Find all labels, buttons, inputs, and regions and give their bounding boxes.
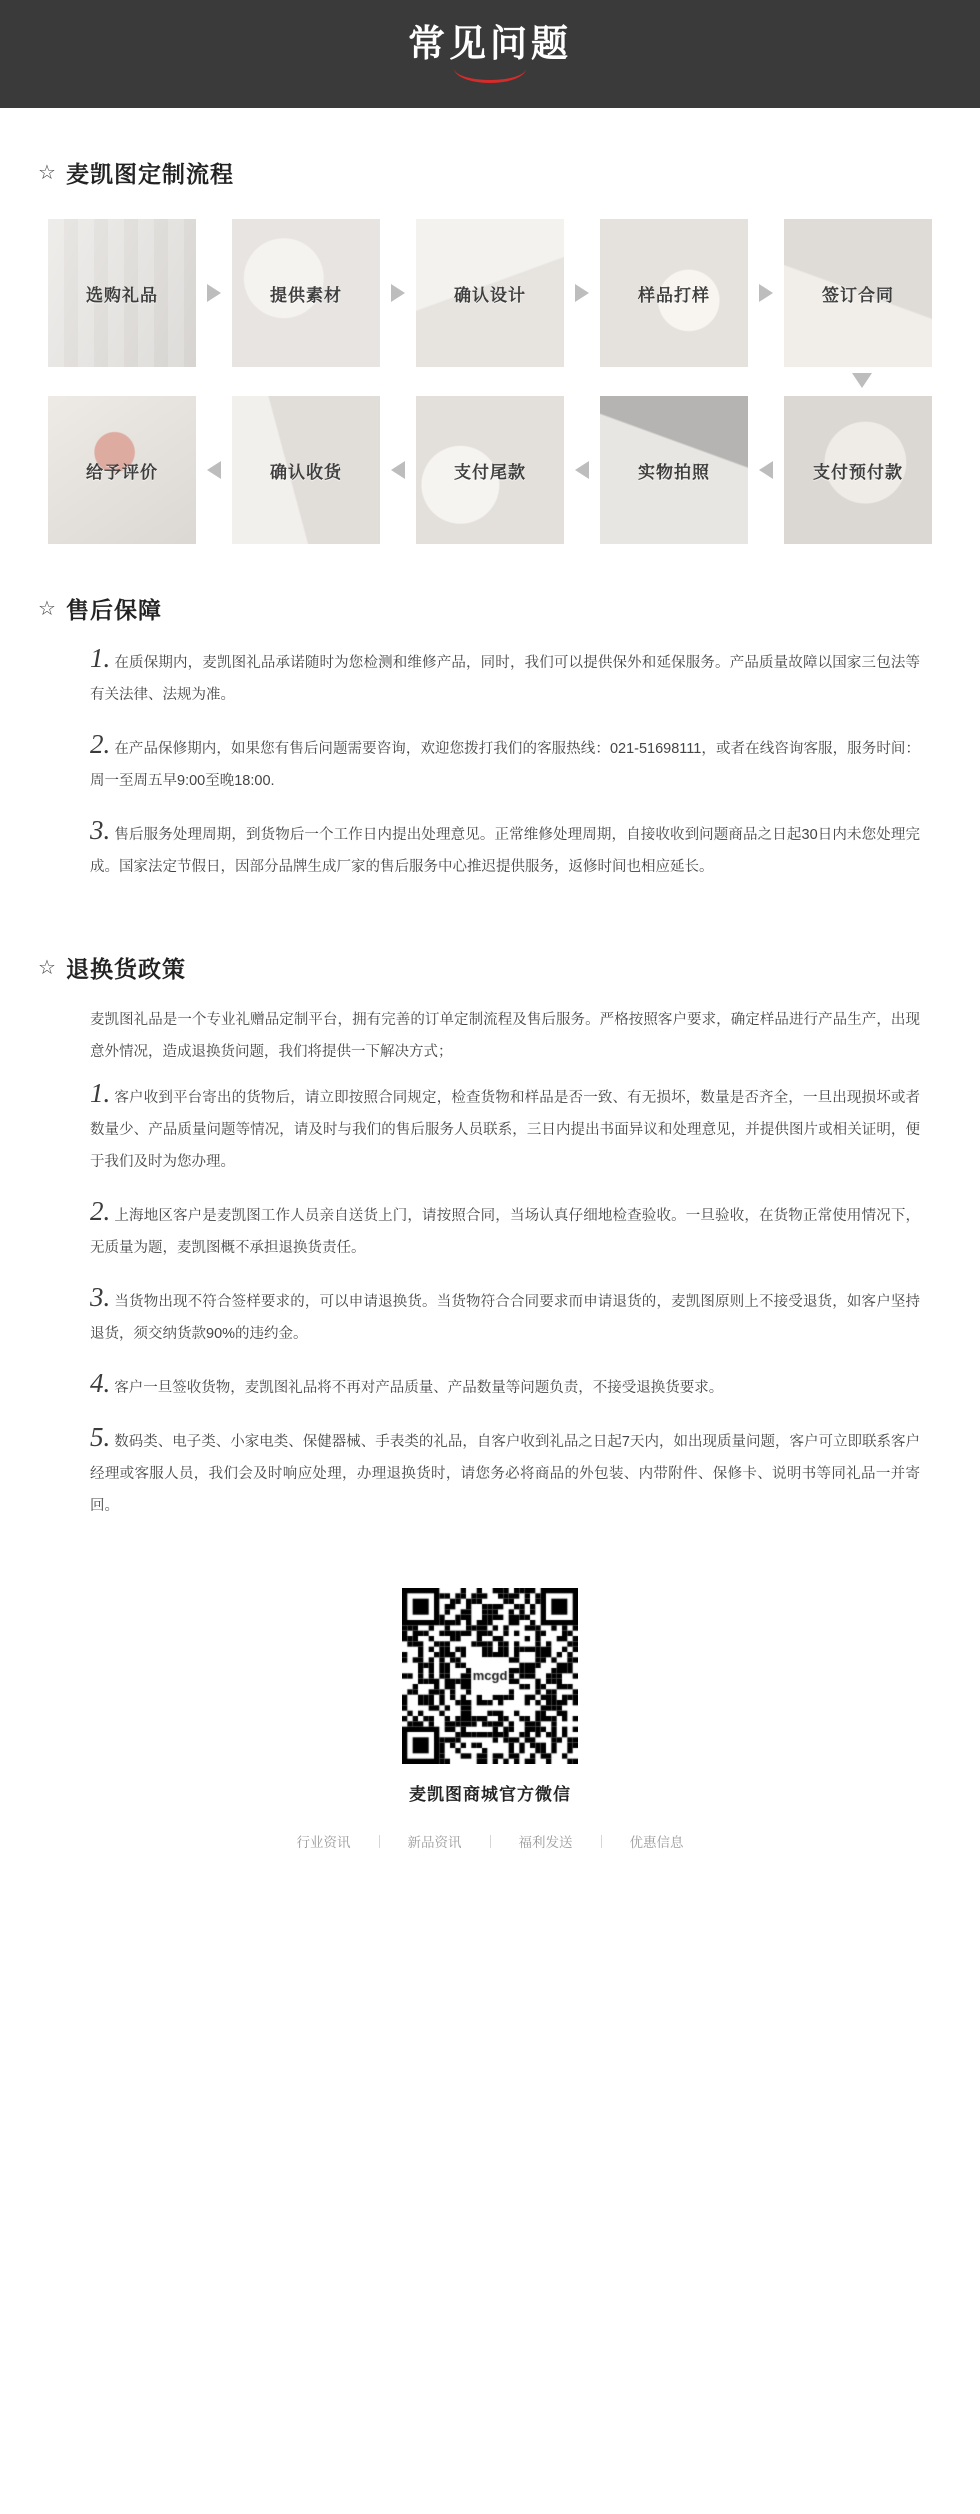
warranty-item: [90, 731, 920, 797]
arrow-left-icon: [196, 461, 232, 479]
returns-list: [38, 984, 942, 1522]
flow-step-label: 实物拍照: [638, 462, 710, 482]
flow-step-leave-review: [48, 396, 196, 544]
flow-row-2: [48, 396, 932, 544]
section-title-returns: 退换货政策: [65, 956, 186, 982]
arrow-left-icon: [380, 461, 416, 479]
returns-item-text: 当货物出现不符合签样要求的，可以申请退换货。当货物符合合同要求而申请退货的，麦凯图原则上不接受退货，如客户坚持退货，须交纳货款90%的违约金。: [90, 1294, 920, 1342]
returns-item-text: 客户一旦签收货物，麦凯图礼品将不再对产品质量、产品数量等问题负责，不接受退换货要求。: [114, 1380, 724, 1396]
returns-item-number: 5.: [90, 1422, 111, 1452]
warranty-item: [90, 645, 920, 711]
star-icon: ☆: [38, 597, 56, 620]
page-header-inner: [408, 22, 572, 84]
page-content: [0, 108, 980, 1891]
flow-step-label: 确认设计: [454, 285, 526, 305]
warranty-item-number: 1.: [90, 643, 111, 673]
arrow-right-icon: [564, 284, 600, 302]
flow-connector-down: [48, 367, 932, 394]
flow-step-select-gift: [48, 219, 196, 367]
wechat-qr-block: [38, 1542, 942, 1805]
footer-link-promotions[interactable]: 优惠信息: [629, 1835, 684, 1850]
footer-link-benefits[interactable]: 福利发送: [518, 1835, 573, 1850]
flow-step-label: 确认收货: [270, 462, 342, 482]
returns-item: [90, 1198, 920, 1264]
arrow-left-icon: [748, 461, 784, 479]
flow-step-sign-contract: [784, 219, 932, 367]
warranty-item-text: 售后服务处理周期，到货物后一个工作日内提出处理意见。正常维修处理周期，自接收收到问题商品之日起30日内未您处理完成。国家法定节假日，因部分品牌生成厂家的售后服务中心推迟提供服务，返修时间也相应延长。: [90, 827, 920, 875]
warranty-item-number: 3.: [90, 815, 111, 845]
arrow-left-icon: [564, 461, 600, 479]
flow-step-provide-material: [232, 219, 380, 367]
section-heading-returns: [38, 903, 942, 984]
returns-item: [90, 1080, 920, 1178]
star-icon: ☆: [38, 161, 56, 184]
flow-step-label: 支付尾款: [454, 462, 526, 482]
section-title-flow: 麦凯图定制流程: [65, 161, 234, 187]
arrow-down-icon: [852, 373, 872, 388]
section-heading-warranty: [38, 544, 942, 625]
warranty-item-text: 在质保期内，麦凯图礼品承诺随时为您检测和维修产品，同时，我们可以提供保外和延保服务。产品质量故障以国家三包法等有关法律、法规为准。: [90, 655, 920, 703]
returns-item: [90, 1424, 920, 1522]
returns-item-text: 客户收到平台寄出的货物后，请立即按照合同规定，检查货物和样品是否一致、有无损坏，数量是否齐全，一旦出现损坏或者数量少、产品质量问题等情况，请及时与我们的售后服务人员联系，三日内提出书面异议和处理意见，并提供图片或相关证明，便于我们及时为您办理。: [90, 1090, 920, 1170]
returns-item: [90, 1284, 920, 1350]
warranty-item: [90, 817, 920, 883]
warranty-list: [38, 625, 942, 883]
returns-item-text: 数码类、电子类、小家电类、保健器械、手表类的礼品，自客户收到礼品之日起7天内，如出现质量问题，客户可立即联系客户经理或客服人员，我们会及时响应处理，办理退换货时，请您务必将商品的外包装、内带附件、保修卡、说明书等同礼品一并寄回。: [90, 1434, 920, 1514]
flow-step-product-photo: [600, 396, 748, 544]
arrow-right-icon: [380, 284, 416, 302]
arrow-right-icon: [196, 284, 232, 302]
flow-step-confirm-receipt: [232, 396, 380, 544]
flow-row-1: [48, 219, 932, 367]
page-header: [0, 0, 980, 108]
red-swoosh-decoration: [454, 68, 526, 84]
returns-item-number: 4.: [90, 1368, 111, 1398]
returns-item: [90, 1370, 920, 1404]
section-heading-flow: [38, 108, 942, 189]
flow-step-label: 提供素材: [270, 285, 342, 305]
flow-step-label: 给予评价: [86, 462, 158, 482]
flow-step-sample-proof: [600, 219, 748, 367]
section-title-warranty: 售后保障: [65, 597, 162, 623]
flow-step-confirm-design: [416, 219, 564, 367]
footer-links: [38, 1805, 942, 1891]
returns-item-number: 1.: [90, 1078, 111, 1108]
footer-link-industry-news[interactable]: 行业资讯: [296, 1835, 351, 1850]
qr-code-image: [402, 1588, 578, 1764]
footer-link-new-product-news[interactable]: 新品资讯: [407, 1835, 462, 1850]
returns-item-text: 上海地区客户是麦凯图工作人员亲自送货上门，请按照合同，当场认真仔细地检查验收。一旦验收，在货物正常使用情况下，无质量为题，麦凯图概不承担退换货责任。: [90, 1208, 920, 1256]
arrow-right-icon: [748, 284, 784, 302]
warranty-item-text: 在产品保修期内，如果您有售后问题需要咨询，欢迎您拨打我们的客服热线：021-51698111，或者在线咨询客服，服务时间：周一至周五早9:00至晚18:00.: [90, 741, 920, 789]
flow-step-label: 选购礼品: [86, 285, 158, 305]
returns-item-number: 2.: [90, 1196, 111, 1226]
qr-caption: 麦凯图商城官方微信: [409, 1785, 571, 1804]
returns-intro: 麦凯图礼品是一个专业礼赠品定制平台，拥有完善的订单定制流程及售后服务。严格按照客户要求，确定样品进行产品生产，出现意外情况，造成退换货问题，我们将提供一下解决方式；: [90, 1012, 920, 1060]
page-title: 常见问题: [408, 22, 572, 64]
flow-step-label: 签订合同: [822, 285, 894, 305]
warranty-item-number: 2.: [90, 729, 111, 759]
returns-item-number: 3.: [90, 1282, 111, 1312]
star-icon: ☆: [38, 956, 56, 979]
custom-flow-diagram: [38, 189, 942, 544]
flow-step-label: 样品打样: [638, 285, 710, 305]
flow-step-pay-deposit: [784, 396, 932, 544]
flow-step-label: 支付预付款: [813, 462, 903, 482]
flow-step-pay-balance: [416, 396, 564, 544]
